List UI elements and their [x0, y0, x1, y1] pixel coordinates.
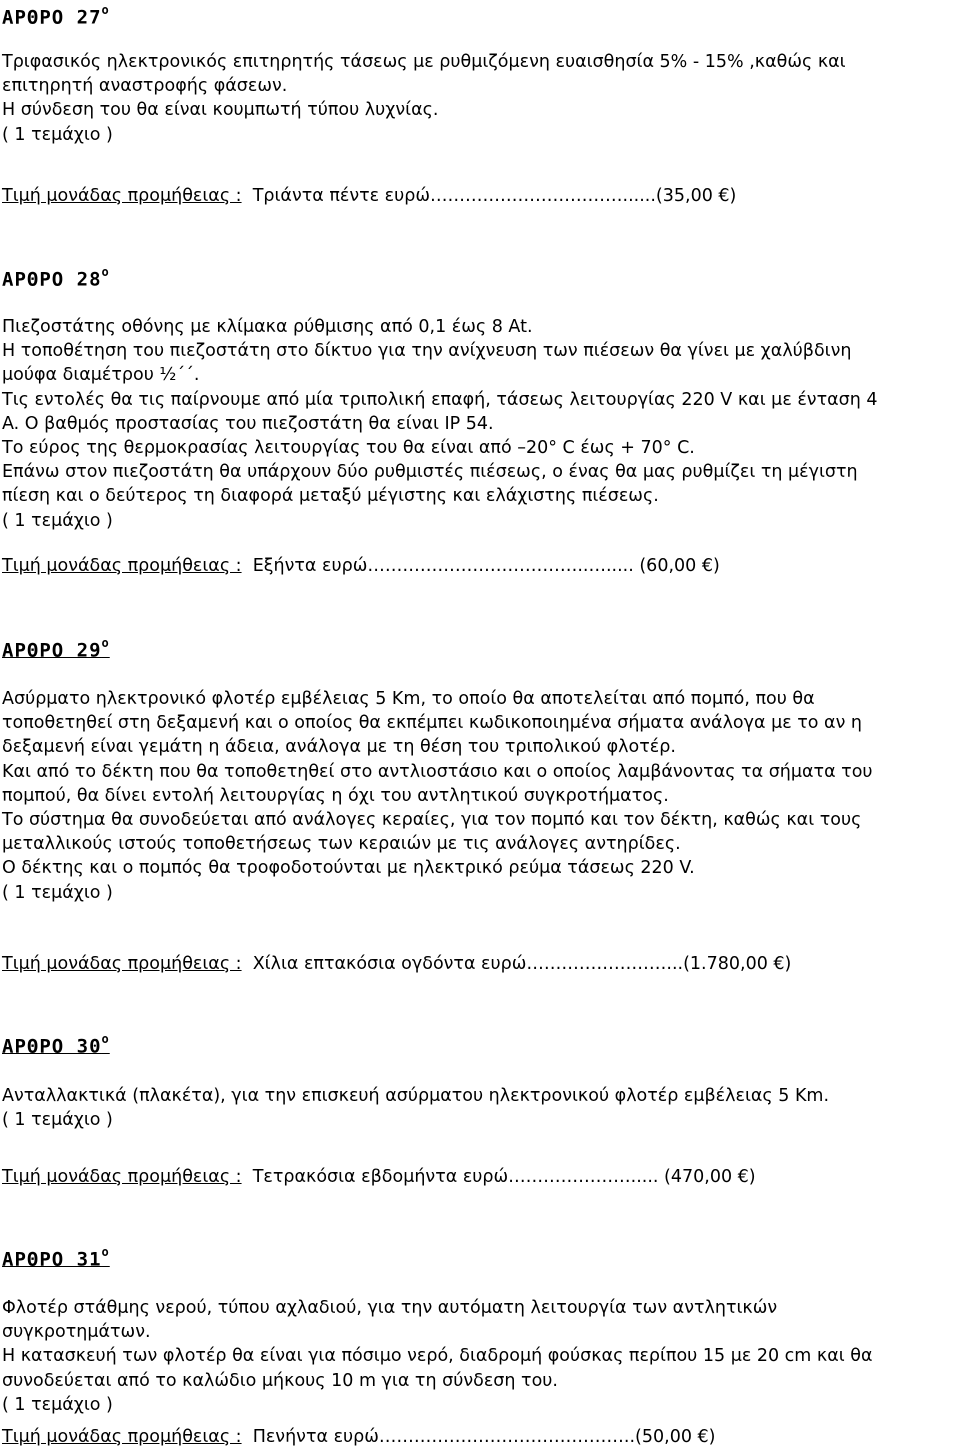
price-value: Τριάντα πέντε ευρώ……………………………......(35,00 €) [241, 186, 737, 206]
body-line: Η τοποθέτηση του πιεζοστάτη στο δίκτυο για την ανίχνευση των πιέσεων θα γίνει με χαλύβδινη [2, 341, 852, 362]
body-line: Επάνω στον πιεζοστάτη θα υπάρχουν δύο ρυθμιστές πιέσεως, ο ένας θα μας ρυθμίζει τη μέγιστη [2, 462, 858, 483]
quantity-line: ( 1 τεμάχιο ) [2, 882, 113, 903]
body-line: Φλοτέρ στάθμης νερού, τύπου αχλαδιού, για την αυτόματη λειτουργία των αντλητικών [2, 1298, 778, 1318]
body-line: πομπού, θα δίνει εντολή λειτουργίας η όχι του αντλητικού συγκροτήματος. [2, 785, 669, 806]
quantity-line: ( 1 τεμάχιο ) [2, 1394, 113, 1415]
article-heading: ΑΡΘΡΟ $28^o$ [2, 265, 110, 291]
body-line: Το σύστημα θα συνοδεύεται από ανάλογες κεραίες, για τον πομπό και τον δέκτη, καθώς και τους [2, 810, 862, 831]
article-29-body [2, 687, 873, 905]
body-line: Τριφασικός ηλεκτρονικός επιτηρητής τάσεως με ρυθμιζόμενη ευαισθησία 5% - 15% ,καθώς και [2, 52, 846, 72]
article-heading: ΑΡΘΡΟ $27^o$ [2, 3, 110, 29]
article-heading: ΑΡΘΡΟ $30^o$ [2, 1032, 110, 1058]
body-line: μεταλλικούς ιστούς τοποθετήσεως των κεραιών με τις ανάλογες αντηρίδες. [2, 834, 681, 855]
body-line: Ασύρματο ηλεκτρονικό φλοτέρ εμβέλειας 5 Km, το οποίο θα αποτελείται από πομπό, που θα [2, 689, 815, 709]
body-line: Πιεζοστάτης οθόνης με κλίμακα ρύθμισης από 0,1 έως 8 At. [2, 317, 533, 337]
article-27 [2, 0, 110, 29]
body-line: πίεση και ο δεύτερος τη διαφορά μεταξύ μέγιστης και ελάχιστης πιέσεως. [2, 486, 659, 507]
price-label: Τιμή μονάδας προμήθειας : [2, 556, 242, 576]
price-value: Χίλια επτακόσια ογδόντα ευρώ……………………...(1.780,00 €) [241, 954, 792, 974]
article-heading: ΑΡΘΡΟ $29^o$ [2, 636, 110, 662]
article-29 [2, 633, 110, 662]
body-line: Ο δέκτης και ο πομπός θα τροφοδοτούνται με ηλεκτρικό ρεύμα τάσεως 220 V. [2, 858, 695, 879]
body-line: επιτηρητή αναστροφής φάσεων. [2, 76, 288, 97]
price-line [2, 952, 791, 976]
body-line: δεξαμενή είναι γεμάτη η άδεια, ανάλογα με τη θέση του τριπολικού φλοτέρ. [2, 737, 676, 758]
price-label: Τιμή μονάδας προμήθειας : [2, 1167, 242, 1187]
price-line [2, 184, 736, 208]
article-28 [2, 262, 110, 291]
article-31-body [2, 1296, 873, 1417]
price-line [2, 1425, 716, 1449]
price-value: Πενήντα ευρώ……………………………………..(50,00 €) [241, 1427, 716, 1447]
body-line: τοποθετηθεί στη δεξαμενή και ο οποίος θα εκπέμπει κωδικοποιημένα σήματα ανάλογα με το αν η [2, 713, 863, 734]
body-line: A. Ο βαθμός προστασίας του πιεζοστάτη θα είναι IP 54. [2, 413, 494, 434]
price-label: Τιμή μονάδας προμήθειας : [2, 186, 242, 206]
body-line: συνοδεύεται από το καλώδιο μήκους 10 m για τη σύνδεση του. [2, 1370, 558, 1391]
body-line: Ανταλλακτικά (πλακέτα), για την επισκευή ασύρματου ηλεκτρονικού φλοτέρ εμβέλειας 5 Km. [2, 1086, 830, 1106]
body-line: μούφα διαμέτρου ½΄΄. [2, 365, 200, 386]
body-line: Τις εντολές θα τις παίρνουμε από μία τριπολική επαφή, τάσεως λειτουργίας 220 V και με ένταση 4 [2, 389, 878, 410]
body-line: Η κατασκευή των φλοτέρ θα είναι για πόσιμο νερό, διαδρομή φούσκας περίπου 15 με 20 cm και θα [2, 1346, 873, 1367]
price-line [2, 1165, 756, 1189]
quantity-line: ( 1 τεμάχιο ) [2, 1110, 113, 1131]
quantity-line: ( 1 τεμάχιο ) [2, 124, 113, 145]
price-label: Τιμή μονάδας προμήθειας : [2, 1427, 242, 1447]
body-line: συγκροτημάτων. [2, 1322, 151, 1343]
article-28-body [2, 315, 878, 533]
quantity-line: ( 1 τεμάχιο ) [2, 510, 113, 531]
price-value: Τετρακόσια εβδομήντα ευρώ…………………..... (470,00 €) [241, 1167, 756, 1187]
price-line [2, 554, 720, 578]
body-line: Και από το δέκτη που θα τοποθετηθεί στο αντλιοστάσιο και ο οποίος λαμβάνοντας τα σήματα του [2, 761, 873, 782]
body-line: Η σύνδεση του θα είναι κουμπωτή τύπου λυχνίας. [2, 100, 439, 121]
price-label: Τιμή μονάδας προμήθειας : [2, 954, 242, 974]
article-heading: ΑΡΘΡΟ $31^o$ [2, 1245, 110, 1271]
body-line: Το εύρος της θερμοκρασίας λειτουργίας του θα είναι από –20° C έως + 70° C. [2, 438, 695, 459]
article-30-body [2, 1084, 829, 1132]
article-27-body [2, 50, 846, 147]
article-31 [2, 1242, 110, 1271]
article-30 [2, 1029, 110, 1058]
price-value: Εξήντα ευρώ………………………………..…..... (60,00 €) [241, 556, 720, 576]
